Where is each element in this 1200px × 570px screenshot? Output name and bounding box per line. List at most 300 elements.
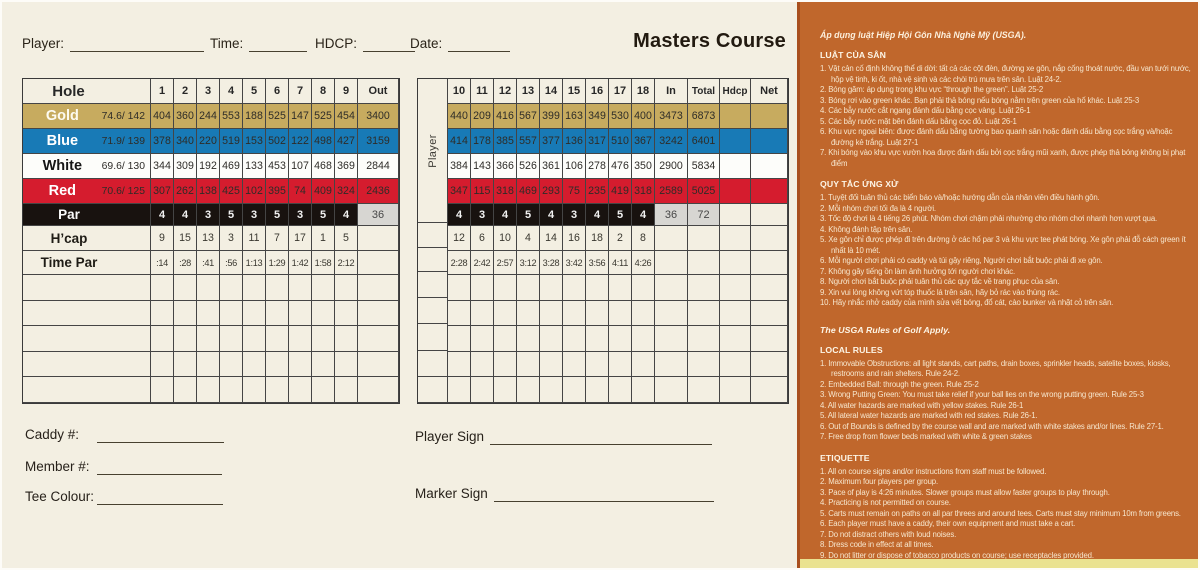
- handicap-row: [23, 226, 399, 251]
- in-entry-cell[interactable]: [655, 352, 688, 378]
- rules-item: 4. All water hazards are marked with yellow stakes. Rule 26-1: [820, 400, 1024, 410]
- tee-label-cell: [23, 179, 151, 204]
- rules-section: [820, 325, 1192, 335]
- yardage-cell: 75: [563, 179, 586, 204]
- score-entry-cell[interactable]: [174, 352, 197, 378]
- score-entry-cell[interactable]: [517, 377, 540, 403]
- score-entry-cell[interactable]: [609, 377, 632, 403]
- back-nine-table: [417, 78, 789, 404]
- rules-item: 5. All lateral water hazards are marked with red stakes. Rule 26-1.: [820, 411, 1038, 420]
- score-entry-cell[interactable]: [197, 352, 220, 378]
- rules-section: [820, 179, 1192, 309]
- yardage-cell: 378: [151, 129, 174, 154]
- hole-number-cell: 8: [312, 79, 335, 104]
- score-entry-cell[interactable]: [197, 301, 220, 327]
- rules-item: 2. Maximum four players per group.: [820, 477, 938, 486]
- score-entry-cell[interactable]: [494, 352, 517, 378]
- player-col-empty-cell: [418, 298, 447, 324]
- marker-sign-line[interactable]: [494, 486, 714, 502]
- tee-colour-label: Tee Colour:: [25, 489, 95, 504]
- score-entry-cell[interactable]: [494, 377, 517, 403]
- tee-row: [448, 129, 788, 154]
- hdcp-entry-cell[interactable]: [720, 377, 751, 403]
- yardage-cell: 235: [586, 179, 609, 204]
- in-entry-cell[interactable]: [655, 301, 688, 327]
- empty-score-row: [448, 275, 788, 301]
- out-entry-cell[interactable]: [358, 326, 399, 352]
- yardage-cell: 147: [289, 104, 312, 129]
- tee-label-cell: [23, 104, 151, 129]
- player-col-empty-cell: [418, 351, 447, 377]
- yardage-cell: 498: [312, 129, 335, 154]
- tee-back-scores: [448, 154, 655, 179]
- score-entry-cell[interactable]: [586, 377, 609, 403]
- yardage-cell: 262: [174, 179, 197, 204]
- player-name-cell[interactable]: [23, 377, 151, 403]
- hole-number-cell: 7: [289, 79, 312, 104]
- net-entry-cell[interactable]: [751, 377, 788, 403]
- hcap-out-cell[interactable]: [358, 226, 399, 251]
- tee-rating: 74.6/ 142: [101, 110, 145, 122]
- hcap-cell: 1: [312, 226, 335, 251]
- out-total-cell: 3400: [358, 104, 399, 129]
- rules-section: [820, 345, 1192, 443]
- score-entry-cell[interactable]: [266, 275, 289, 301]
- score-entry-cell[interactable]: [335, 275, 358, 301]
- rules-item: 6. Out of Bounds is defined by the course wall and are marked with white stakes and/or lines. Rule 27-1.: [820, 421, 1164, 431]
- hcap-cell: 5: [335, 226, 358, 251]
- empty-score-row: [23, 352, 399, 378]
- rules-item: 7. Không gây tiếng ồn làm ảnh hưởng tới người chơi khác.: [820, 266, 1016, 276]
- hdcp-entry-cell[interactable]: [720, 275, 751, 301]
- rules-section-heading: LUẬT CỦA SÂN: [820, 50, 887, 60]
- net-entry-cell[interactable]: [751, 179, 788, 204]
- score-entry-cell[interactable]: [609, 301, 632, 327]
- time-par-cell: :28: [174, 251, 197, 275]
- score-entry-cell[interactable]: [586, 301, 609, 327]
- net-header-cell: Net: [751, 79, 788, 104]
- score-entry-cell[interactable]: [609, 352, 632, 378]
- score-entry-cell[interactable]: [471, 377, 494, 403]
- player-name-cell[interactable]: [23, 275, 151, 301]
- score-entry-cell[interactable]: [494, 326, 517, 352]
- tee-row: [448, 154, 788, 179]
- hdcp-entry-cell[interactable]: [720, 326, 751, 352]
- hdcp-entry-cell[interactable]: [720, 301, 751, 327]
- back-table-main: [448, 79, 788, 403]
- score-entry-cell[interactable]: [174, 377, 197, 403]
- score-entry-cell[interactable]: [220, 275, 243, 301]
- player-sign-line[interactable]: [490, 429, 712, 445]
- yardage-cell: 350: [632, 154, 655, 179]
- total-entry-cell[interactable]: [688, 301, 720, 327]
- score-entry-cell[interactable]: [289, 377, 312, 403]
- hdcp-entry-cell[interactable]: [720, 129, 751, 154]
- net-entry-cell[interactable]: [751, 154, 788, 179]
- yardage-cell: 416: [494, 104, 517, 129]
- time-par-cell: 2:28: [448, 251, 471, 275]
- yardage-cell: 293: [540, 179, 563, 204]
- net-entry-cell[interactable]: [751, 301, 788, 327]
- hcap-cell: 7: [266, 226, 289, 251]
- rules-item: 2. Bóng găm: áp dụng trong khu vực “through the green”. Luật 25-2: [820, 85, 1044, 94]
- par-cell: 4: [632, 204, 655, 226]
- yardage-cell: 324: [335, 179, 358, 204]
- score-entry-cell[interactable]: [471, 275, 494, 301]
- back-empty-rows: [448, 275, 788, 403]
- score-entry-cell[interactable]: [266, 326, 289, 352]
- hdcp-entry-cell[interactable]: [720, 104, 751, 129]
- rules-item: 8. Người chơi bắt buộc phải tuân thủ các quy tắc về trang phục của sân.: [820, 277, 1060, 286]
- score-entry-cell[interactable]: [471, 326, 494, 352]
- empty-score-row: [23, 301, 399, 327]
- score-entry-cell[interactable]: [335, 352, 358, 378]
- yardage-cell: 188: [243, 104, 266, 129]
- rules-item: 2. Mỗi nhóm chơi tối đa là 4 người.: [820, 203, 936, 213]
- player-sign-label: Player Sign: [415, 429, 485, 444]
- score-entry-cell[interactable]: [540, 377, 563, 403]
- par-cell: 5: [266, 204, 289, 226]
- out-entry-cell[interactable]: [358, 301, 399, 327]
- member-number-line[interactable]: [97, 459, 222, 475]
- score-entry-cell[interactable]: [448, 326, 471, 352]
- yardage-cell: 399: [540, 104, 563, 129]
- hcap-label-cell: [23, 226, 151, 251]
- rules-item: 7. Khi bóng vào khu vực vườn hoa được đánh dấu bởi cọc trắng mũi xanh, được phép thả bóng không bị phạt điểm: [820, 148, 1186, 168]
- player-column-span: [418, 79, 447, 223]
- score-entry-cell[interactable]: [335, 377, 358, 403]
- tee-front-scores: [151, 154, 358, 179]
- score-entry-cell[interactable]: [312, 326, 335, 352]
- tee-front-scores: [151, 179, 358, 204]
- yardage-cell: 384: [448, 154, 471, 179]
- yardage-cell: 178: [471, 129, 494, 154]
- time-par-cell: 4:11: [609, 251, 632, 275]
- score-entry-cell[interactable]: [243, 326, 266, 352]
- score-entry-cell[interactable]: [563, 352, 586, 378]
- score-entry-cell[interactable]: [540, 352, 563, 378]
- hcap-label: H’cap: [50, 230, 88, 246]
- par-cell: 5: [312, 204, 335, 226]
- par-total-cell: 72: [688, 204, 720, 226]
- out-entry-cell[interactable]: [358, 275, 399, 301]
- score-entry-cell[interactable]: [494, 301, 517, 327]
- score-entry-cell[interactable]: [335, 326, 358, 352]
- tee-rating: 69.6/ 130: [101, 160, 145, 172]
- tee-row: [23, 179, 399, 204]
- in-entry-cell[interactable]: [655, 275, 688, 301]
- score-entry-cell[interactable]: [586, 275, 609, 301]
- empty-score-row: [448, 352, 788, 378]
- score-entry-cell[interactable]: [289, 352, 312, 378]
- empty-score-row: [448, 301, 788, 327]
- score-entry-cell[interactable]: [494, 275, 517, 301]
- hcap-cell: 9: [151, 226, 174, 251]
- net-entry-cell[interactable]: [751, 326, 788, 352]
- score-entry-cell[interactable]: [243, 377, 266, 403]
- hdcp-entry-cell[interactable]: [720, 154, 751, 179]
- score-entry-cell[interactable]: [220, 377, 243, 403]
- date-field: [410, 36, 510, 52]
- score-entry-cell[interactable]: [151, 275, 174, 301]
- score-entry-cell[interactable]: [243, 275, 266, 301]
- rules-item: 1. Vật cản cố định không thể di dời: tất cả các cột đèn, đường xe gôn, nắp cống thoát nước, đầu van tưới nước, hộp vệ tinh, ki ốt, nhà vệ sinh và các chòi trú mưa trên sân. Luật 24-2.: [820, 64, 1191, 84]
- hole-number-cell: 5: [243, 79, 266, 104]
- score-entry-cell[interactable]: [174, 275, 197, 301]
- yardage-cell: 525: [312, 104, 335, 129]
- score-entry-cell[interactable]: [220, 326, 243, 352]
- yardage-cell: 427: [335, 129, 358, 154]
- marker-sign-field: [415, 486, 714, 502]
- tee-row: [23, 129, 399, 154]
- score-entry-cell[interactable]: [312, 352, 335, 378]
- hcap-cell: 12: [448, 226, 471, 251]
- score-entry-cell[interactable]: [609, 275, 632, 301]
- tee-back-scores: [448, 104, 655, 129]
- score-entry-cell[interactable]: [586, 352, 609, 378]
- score-entry-cell[interactable]: [471, 352, 494, 378]
- par-label-cell: [23, 204, 151, 226]
- score-entry-cell[interactable]: [540, 301, 563, 327]
- time-par-cell: 4:26: [632, 251, 655, 275]
- hole-number-cell: 17: [609, 79, 632, 104]
- hole-number-cell: 6: [266, 79, 289, 104]
- score-entry-cell[interactable]: [335, 301, 358, 327]
- rules-item: 8. Dress code in effect at all times.: [820, 540, 934, 549]
- rules-item: 1. Immovable Obstructions: all light stands, cart paths, drain boxes, sprinkler heads, satelite boxes, kiosks, restrooms and rain shelters. Rule 24-2.: [820, 358, 1171, 378]
- hcap-cell: 11: [243, 226, 266, 251]
- net-entry-cell[interactable]: [751, 275, 788, 301]
- yardage-cell: 469: [220, 154, 243, 179]
- time-field-line[interactable]: [249, 36, 307, 52]
- score-entry-cell[interactable]: [289, 301, 312, 327]
- score-entry-cell[interactable]: [266, 301, 289, 327]
- hcap-cell: 14: [540, 226, 563, 251]
- score-entry-cell[interactable]: [448, 377, 471, 403]
- yardage-cell: 510: [609, 129, 632, 154]
- rules-section: [820, 50, 1192, 169]
- hcap-cell: 6: [471, 226, 494, 251]
- score-entry-cell[interactable]: [448, 301, 471, 327]
- score-entry-cell[interactable]: [197, 275, 220, 301]
- handicap-row: [448, 226, 788, 251]
- score-entry-cell[interactable]: [312, 275, 335, 301]
- player-name-cell[interactable]: [23, 326, 151, 352]
- score-entry-cell[interactable]: [151, 352, 174, 378]
- yardage-cell: 377: [540, 129, 563, 154]
- rules-sections: [820, 50, 1192, 568]
- par-label: Par: [58, 207, 80, 222]
- score-entry-cell[interactable]: [220, 352, 243, 378]
- empty-score-row: [23, 377, 399, 403]
- tee-colour-field: [25, 489, 223, 505]
- score-entry-cell[interactable]: [174, 301, 197, 327]
- total-entry-cell[interactable]: [688, 275, 720, 301]
- grand-total-cell: 6873: [688, 104, 720, 129]
- score-entry-cell[interactable]: [540, 275, 563, 301]
- score-entry-cell[interactable]: [289, 275, 312, 301]
- score-entry-cell[interactable]: [563, 301, 586, 327]
- time-par-out-cell[interactable]: [358, 251, 399, 275]
- yardage-cell: 395: [266, 179, 289, 204]
- score-entry-cell[interactable]: [632, 275, 655, 301]
- total-entry-cell[interactable]: [688, 326, 720, 352]
- yardage-cell: 138: [197, 179, 220, 204]
- yardage-cell: 519: [220, 129, 243, 154]
- in-entry-cell[interactable]: [655, 326, 688, 352]
- net-entry-cell[interactable]: [751, 352, 788, 378]
- total-header-cell: Total: [688, 79, 720, 104]
- score-entry-cell[interactable]: [266, 377, 289, 403]
- net-entry-cell[interactable]: [751, 129, 788, 154]
- score-entry-cell[interactable]: [151, 326, 174, 352]
- hdcp-field: [315, 36, 415, 52]
- time-par-cell: 2:42: [471, 251, 494, 275]
- score-entry-cell[interactable]: [312, 377, 335, 403]
- score-entry-cell[interactable]: [471, 301, 494, 327]
- score-entry-cell[interactable]: [174, 326, 197, 352]
- rules-item: 7. Do not distract others with loud noises.: [820, 529, 957, 539]
- yardage-cell: 400: [632, 104, 655, 129]
- score-entry-cell[interactable]: [197, 377, 220, 403]
- front-header-row: [23, 79, 399, 104]
- score-entry-cell[interactable]: [632, 352, 655, 378]
- player-field-line[interactable]: [70, 36, 204, 52]
- par-cell: 3: [289, 204, 312, 226]
- out-entry-cell[interactable]: [358, 377, 399, 403]
- score-entry-cell[interactable]: [517, 275, 540, 301]
- time-par-cell: 1:29: [266, 251, 289, 275]
- hcap-cell: 16: [563, 226, 586, 251]
- tee-name: White: [42, 158, 83, 174]
- score-entry-cell[interactable]: [540, 326, 563, 352]
- time-par-cell: 3:56: [586, 251, 609, 275]
- score-entry-cell[interactable]: [632, 377, 655, 403]
- score-entry-cell[interactable]: [563, 275, 586, 301]
- yardage-cell: 278: [586, 154, 609, 179]
- yardage-cell: 106: [563, 154, 586, 179]
- yardage-cell: 102: [243, 179, 266, 204]
- score-entry-cell[interactable]: [243, 352, 266, 378]
- score-entry-cell[interactable]: [289, 326, 312, 352]
- hcap-cell: 17: [289, 226, 312, 251]
- tee-colour-line[interactable]: [97, 489, 223, 505]
- tee-label-cell: [23, 129, 151, 154]
- tee-row: [448, 104, 788, 129]
- score-entry-cell[interactable]: [197, 326, 220, 352]
- yardage-cell: 530: [609, 104, 632, 129]
- yardage-cell: 318: [494, 179, 517, 204]
- yardage-cell: 309: [174, 154, 197, 179]
- score-entry-cell[interactable]: [609, 326, 632, 352]
- yardage-cell: 553: [220, 104, 243, 129]
- empty-score-row: [448, 326, 788, 352]
- yardage-cell: 567: [517, 104, 540, 129]
- score-entry-cell[interactable]: [563, 377, 586, 403]
- hole-header-cell: Hole: [23, 79, 151, 104]
- in-header-cell: In: [655, 79, 688, 104]
- score-entry-cell[interactable]: [312, 301, 335, 327]
- rules-item: 10. Hãy nhắc nhở caddy của mình sửa vết bóng, đổ cát, cào bunker và nhặt cỏ trên sân.: [820, 298, 1114, 307]
- score-entry-cell[interactable]: [266, 352, 289, 378]
- total-entry-cell[interactable]: [688, 352, 720, 378]
- par-front-values: [151, 204, 358, 226]
- score-entry-cell[interactable]: [151, 377, 174, 403]
- score-entry-cell[interactable]: [448, 275, 471, 301]
- yardage-cell: 414: [448, 129, 471, 154]
- par-cell: 3: [563, 204, 586, 226]
- score-entry-cell[interactable]: [448, 352, 471, 378]
- score-entry-cell[interactable]: [632, 301, 655, 327]
- score-entry-cell[interactable]: [586, 326, 609, 352]
- rules-item: 6. Each player must have a caddy, their own equipment and must take a cart.: [820, 519, 1076, 528]
- par-out-cell: 36: [358, 204, 399, 226]
- back-hole-numbers: [448, 79, 655, 104]
- out-entry-cell[interactable]: [358, 352, 399, 378]
- score-entry-cell[interactable]: [517, 326, 540, 352]
- player-name-cell[interactable]: [23, 301, 151, 327]
- hcap-back-values: [448, 226, 655, 251]
- out-total-cell: 3159: [358, 129, 399, 154]
- time-par-cell: 1:13: [243, 251, 266, 275]
- player-name-cell[interactable]: [23, 352, 151, 378]
- hdcp-entry-cell[interactable]: [720, 179, 751, 204]
- score-entry-cell[interactable]: [151, 301, 174, 327]
- par-cell: 3: [243, 204, 266, 226]
- empty-score-row: [23, 326, 399, 352]
- score-entry-cell[interactable]: [517, 301, 540, 327]
- hdcp-field-line[interactable]: [363, 36, 415, 52]
- player-column: [418, 79, 448, 403]
- time-par-cell: 1:42: [289, 251, 312, 275]
- in-entry-cell[interactable]: [655, 377, 688, 403]
- caddy-number-line[interactable]: [97, 427, 224, 443]
- score-entry-cell[interactable]: [243, 301, 266, 327]
- score-entry-cell[interactable]: [632, 326, 655, 352]
- hole-number-cell: 16: [586, 79, 609, 104]
- time-par-label-cell: [23, 251, 151, 275]
- score-entry-cell[interactable]: [220, 301, 243, 327]
- hcap-cell: 2: [609, 226, 632, 251]
- yardage-cell: 344: [151, 154, 174, 179]
- hole-number-cell: 1: [151, 79, 174, 104]
- yardage-cell: 209: [471, 104, 494, 129]
- yardage-cell: 454: [335, 104, 358, 129]
- time-par-label: Time Par: [40, 255, 98, 270]
- tee-row: [23, 154, 399, 179]
- date-field-line[interactable]: [448, 36, 510, 52]
- total-entry-cell[interactable]: [688, 377, 720, 403]
- hole-number-cell: 12: [494, 79, 517, 104]
- par-cell: 3: [471, 204, 494, 226]
- rules-item: 6. Khu vực ngoại biên: được đánh dấu bằng tường bao quanh sân hoặc đánh dấu bằng cọc trắng và/hoặc đường kẻ trắng. Luật 27-1: [820, 127, 1173, 147]
- hdcp-field-label: HDCP:: [315, 36, 358, 51]
- yardage-cell: 349: [586, 104, 609, 129]
- hdcp-entry-cell[interactable]: [720, 352, 751, 378]
- time-par-cell: :56: [220, 251, 243, 275]
- front-hole-numbers: [151, 79, 358, 104]
- tee-name: Red: [48, 183, 77, 199]
- par-cell: 4: [448, 204, 471, 226]
- score-entry-cell[interactable]: [563, 326, 586, 352]
- player-col-empty-cell: [418, 272, 447, 298]
- course-title: Masters Course: [633, 30, 786, 52]
- member-number-field: [25, 459, 222, 475]
- time-par-cell: 1:58: [312, 251, 335, 275]
- rules-section-heading: QUY TẮC ỨNG XỬ: [820, 179, 899, 189]
- net-entry-cell[interactable]: [751, 104, 788, 129]
- score-entry-cell[interactable]: [517, 352, 540, 378]
